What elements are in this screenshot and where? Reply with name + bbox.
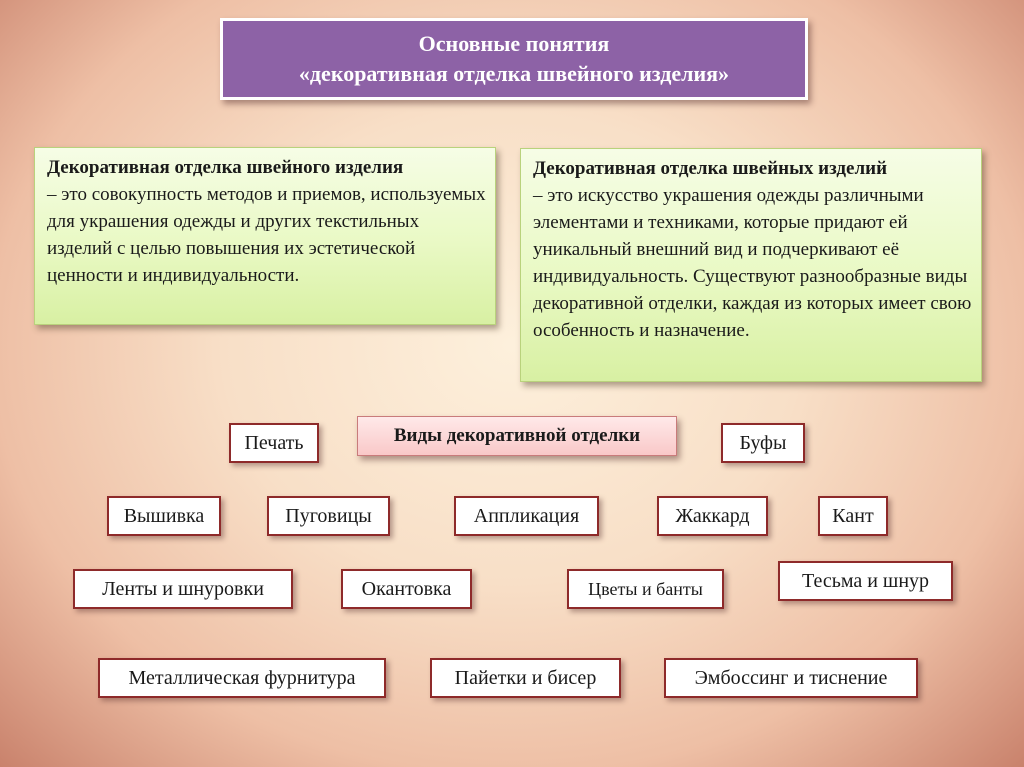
- slide-title-line-1: Основные понятия: [418, 31, 610, 56]
- definition-left-text: – это совокупность методов и приемов, используемых для украшения одежды и других текстильных изделий с целью повышения их эстетической ценности и индивидуальности.: [47, 184, 486, 286]
- type-embroidery: Вышивка: [107, 496, 221, 536]
- type-metal: Металлическая фурнитура: [98, 658, 386, 698]
- definition-left-term: Декоративная отделка швейного изделия: [47, 157, 404, 178]
- type-embossing: Эмбоссинг и тиснение: [664, 658, 918, 698]
- type-buttons: Пуговицы: [267, 496, 390, 536]
- type-sequins: Пайетки и бисер: [430, 658, 621, 698]
- type-braid: Тесьма и шнур: [778, 561, 953, 601]
- definition-right-term: Декоративная отделка швейных изделий: [533, 158, 888, 179]
- type-jacquard: Жаккард: [657, 496, 768, 536]
- type-flowers: Цветы и банты: [567, 569, 724, 609]
- type-piping: Кант: [818, 496, 888, 536]
- definition-box-right: [520, 148, 982, 382]
- definition-box-left: [34, 147, 496, 325]
- type-edging: Окантовка: [341, 569, 472, 609]
- types-title: Виды декоративной отделки: [357, 416, 677, 456]
- type-applique: Аппликация: [454, 496, 599, 536]
- slide-title: [220, 18, 808, 100]
- definition-right-text: – это искусство украшения одежды различными элементами и техниками, которые придают ей уникальный внешний вид и подчеркивают её индивидуальность. Существуют разнообразные виды декоративной отделки, каждая из которых имеет свою особенность и назначение.: [533, 185, 972, 341]
- type-puffs: Буфы: [721, 423, 805, 463]
- type-print: Печать: [229, 423, 319, 463]
- slide-title-line-2: «декоративная отделка швейного изделия»: [298, 61, 730, 86]
- type-ribbons: Ленты и шнуровки: [73, 569, 293, 609]
